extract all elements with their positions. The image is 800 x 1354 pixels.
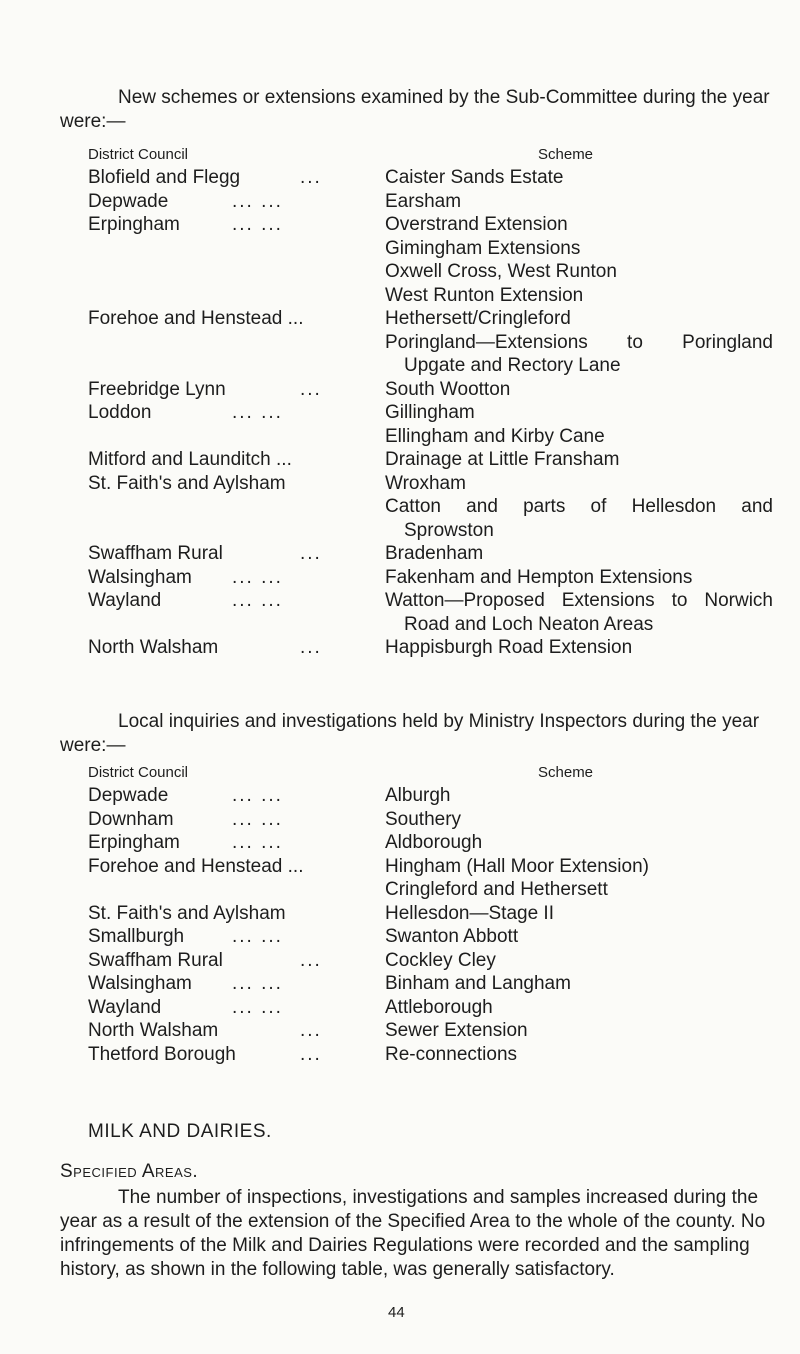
scheme-line: Sprowston	[404, 519, 494, 541]
scheme-line: Fakenham and Hempton Extensions	[385, 566, 693, 588]
leader-dots: ... ...	[232, 996, 283, 1018]
scheme-cell	[385, 166, 773, 190]
scheme-cell	[385, 1019, 773, 1043]
district-council: Erpingham	[88, 832, 180, 853]
scheme-cell	[385, 190, 773, 214]
table-row	[0, 972, 800, 996]
district-council: Mitford and Launditch ...	[88, 449, 292, 470]
scheme-line: Southery	[385, 808, 462, 830]
scheme-cell	[385, 831, 773, 855]
milk-paragraph: The number of inspections, investigations and samples increased during the year as a result of the extension of the Specified Area to the whole of the county. No infringements of the Milk and Dairies Regulations were recorded and the sampling history, as shown in the following table, was generally satisfactory.	[60, 1187, 766, 1280]
district-council: Downham	[88, 808, 174, 830]
scheme-cell	[385, 996, 773, 1020]
leader-dots: ... ...	[232, 832, 283, 853]
scheme-line: Hellesdon—Stage II	[385, 902, 554, 924]
schemes-header-district: District Council	[88, 146, 189, 163]
inquiries-header-district: District Council	[88, 764, 189, 781]
district-council: Walsingham	[88, 566, 192, 588]
district-council: Depwade	[88, 785, 169, 806]
scheme-cell	[385, 949, 773, 973]
district-council: Swaffham Rural	[88, 949, 223, 971]
table-row	[0, 949, 800, 973]
scheme-cell	[385, 448, 773, 472]
scheme-cell	[385, 925, 773, 949]
leader-dots: ...	[300, 949, 322, 971]
district-council: Depwade	[88, 190, 169, 212]
scheme-cell	[385, 902, 773, 926]
scheme-cell	[385, 589, 773, 636]
district-council: Smallburgh	[88, 926, 185, 947]
leader-dots: ... ...	[232, 214, 283, 235]
scheme-line: Earsham	[385, 190, 462, 212]
leader-dots: ...	[300, 1043, 322, 1065]
scheme-line: Gillingham	[385, 402, 475, 423]
table-row	[0, 307, 800, 378]
leader-dots: ... ...	[232, 566, 283, 588]
scheme-line: Catton and parts of Hellesdon and	[385, 496, 773, 517]
scheme-line: Road and Loch Neaton Areas	[404, 613, 654, 635]
scheme-line: Overstrand Extension	[385, 214, 568, 235]
table-row	[0, 855, 800, 902]
leader-dots: ... ...	[232, 402, 283, 423]
scheme-cell	[385, 808, 773, 832]
table-row	[0, 190, 800, 214]
district-council: Erpingham	[88, 214, 180, 235]
schemes-intro: New schemes or extensions examined by the Sub-Committee during the year were:—	[60, 87, 770, 132]
inquiries-table	[0, 784, 800, 1066]
table-row	[0, 636, 800, 660]
district-council: Swaffham Rural	[88, 543, 223, 564]
scheme-line: Swanton Abbott	[385, 926, 519, 947]
table-row	[0, 213, 800, 307]
scheme-line: Aldborough	[385, 832, 483, 853]
leader-dots: ...	[300, 378, 322, 400]
schemes-table	[0, 166, 800, 660]
district-council: St. Faith's and Aylsham	[88, 472, 286, 494]
scheme-line: Oxwell Cross, West Runton	[385, 261, 617, 282]
milk-dairies-heading: MILK AND DAIRIES.	[88, 1121, 272, 1142]
district-council: Freebridge Lynn	[88, 378, 226, 400]
table-row	[0, 542, 800, 566]
scheme-line: Poringland—Extensions to Poringland	[385, 331, 773, 353]
district-council: Thetford Borough	[88, 1043, 236, 1065]
table-row	[0, 472, 800, 543]
inquiries-intro: Local inquiries and investigations held by Ministry Inspectors during the year were:—	[60, 711, 760, 756]
scheme-cell	[385, 784, 773, 808]
table-row	[0, 378, 800, 402]
leader-dots: ...	[300, 637, 322, 658]
scheme-line: Happisburgh Road Extension	[385, 637, 633, 658]
scheme-line: Bradenham	[385, 543, 484, 564]
scheme-cell	[385, 855, 773, 902]
table-row	[0, 589, 800, 636]
district-council: St. Faith's and Aylsham	[88, 902, 286, 924]
scheme-line: Ellingham and Kirby Cane	[385, 425, 605, 447]
leader-dots: ...	[300, 167, 322, 188]
district-council: Wayland	[88, 590, 162, 611]
scheme-cell	[385, 566, 773, 590]
scheme-cell	[385, 636, 773, 660]
scheme-line: Gimingham Extensions	[385, 237, 581, 259]
table-row	[0, 831, 800, 855]
district-council: Forehoe and Henstead ...	[88, 855, 304, 877]
district-council: Forehoe and Henstead ...	[88, 308, 304, 329]
leader-dots: ... ...	[232, 190, 283, 212]
scheme-cell	[385, 972, 773, 996]
scheme-line: Cringleford and Hethersett	[385, 879, 608, 900]
leader-dots: ...	[300, 1020, 322, 1041]
table-row	[0, 448, 800, 472]
scheme-cell	[385, 378, 773, 402]
leader-dots: ... ...	[232, 926, 283, 947]
table-row	[0, 925, 800, 949]
table-row	[0, 996, 800, 1020]
leader-dots: ... ...	[232, 808, 283, 830]
scheme-line: Hethersett/Cringleford	[385, 308, 571, 329]
table-row	[0, 808, 800, 832]
scheme-line: Binham and Langham	[385, 973, 571, 994]
table-row	[0, 1043, 800, 1067]
scheme-line: Attleborough	[385, 996, 493, 1018]
schemes-header-scheme: Scheme	[538, 146, 594, 163]
district-council: North Walsham	[88, 1020, 219, 1041]
scheme-line: Re-connections	[385, 1043, 518, 1065]
table-row	[0, 401, 800, 448]
page-number: 44	[388, 1304, 405, 1321]
scheme-cell	[385, 307, 773, 378]
district-council: Walsingham	[88, 973, 192, 994]
leader-dots: ... ...	[232, 785, 283, 806]
leader-dots: ...	[300, 543, 322, 564]
scheme-cell	[385, 472, 773, 543]
table-row	[0, 1019, 800, 1043]
scheme-line: Wroxham	[385, 472, 466, 494]
table-row	[0, 902, 800, 926]
scheme-cell	[385, 542, 773, 566]
specified-areas-heading: Specified Areas.	[60, 1161, 199, 1182]
scheme-line: West Runton Extension	[385, 284, 584, 306]
scheme-line: Upgate and Rectory Lane	[404, 355, 621, 376]
scheme-line: Alburgh	[385, 785, 451, 806]
scheme-cell	[385, 1043, 773, 1067]
scheme-line: South Wootton	[385, 378, 511, 400]
district-council: Loddon	[88, 402, 152, 423]
district-council: Blofield and Flegg	[88, 167, 241, 188]
scheme-cell	[385, 401, 773, 448]
district-council: Wayland	[88, 996, 162, 1018]
scheme-line: Hingham (Hall Moor Extension)	[385, 855, 649, 877]
inquiries-header-scheme: Scheme	[538, 764, 594, 781]
scheme-line: Caister Sands Estate	[385, 167, 564, 188]
table-row	[0, 166, 800, 190]
scheme-line: Cockley Cley	[385, 949, 496, 971]
scheme-line: Watton—Proposed Extensions to Norwich	[385, 590, 773, 611]
scheme-cell	[385, 213, 773, 307]
table-row	[0, 784, 800, 808]
scheme-line: Drainage at Little Fransham	[385, 449, 620, 470]
scheme-line: Sewer Extension	[385, 1020, 528, 1041]
leader-dots: ... ...	[232, 973, 283, 994]
leader-dots: ... ...	[232, 590, 283, 611]
district-council: North Walsham	[88, 637, 219, 658]
table-row	[0, 566, 800, 590]
